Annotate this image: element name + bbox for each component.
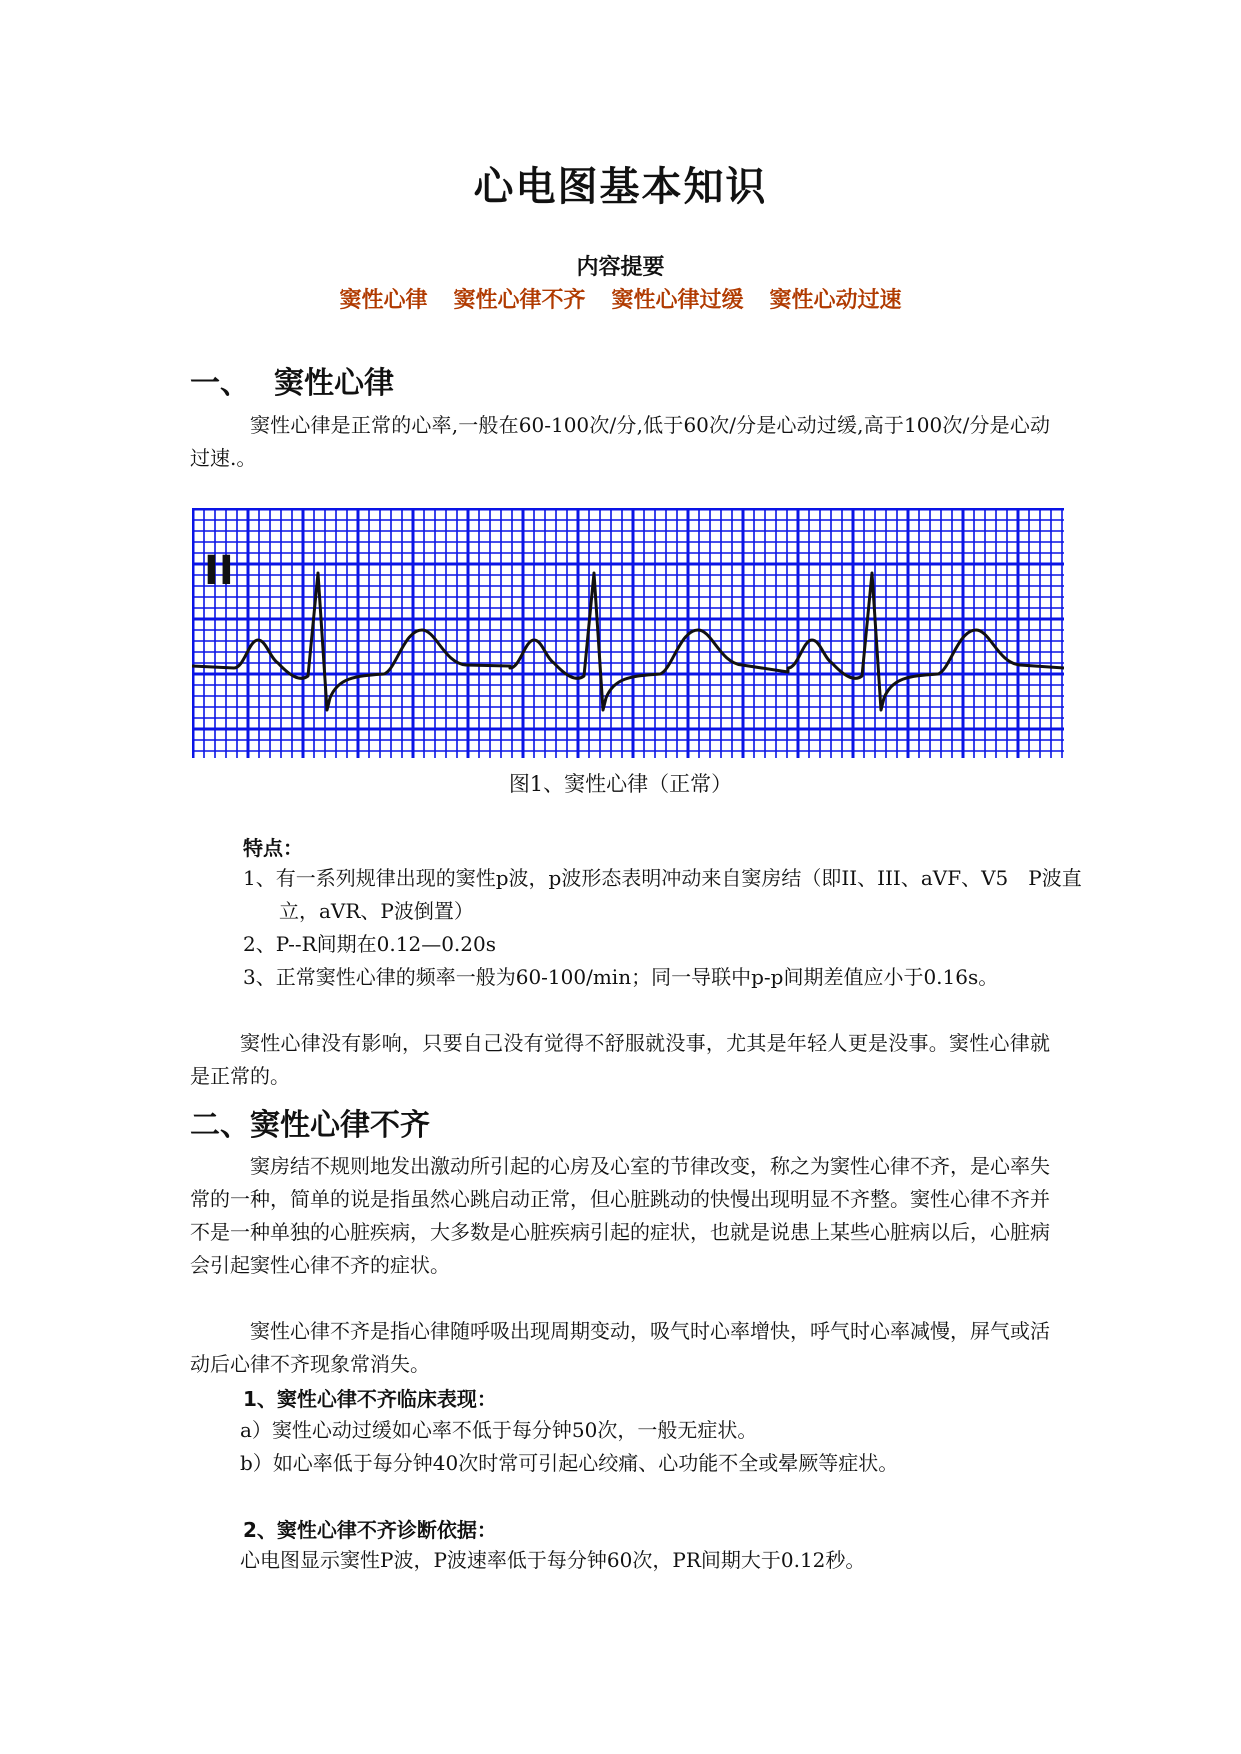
ecg-lead-label: II (204, 548, 234, 594)
section2-paragraph-1: 窦房结不规则地发出激动所引起的心房及心室的节律改变，称之为窦性心律不齐，是心率失常的一种，简单的说是指虽然心跳启动正常，但心脏跳动的快慢出现明显不齐整。窦性心律不齐并不是一种单独的心脏疾病，大多数是心脏疾病引起的症状，也就是说患上某些心脏病以后，心脏病会引起窦性心律不齐的症状。 (190, 1154, 1050, 1277)
ecg-strip (192, 508, 1064, 758)
clinical-item-marker: a） (240, 1418, 272, 1442)
section1-title: 窦性心律 (274, 366, 394, 401)
section2-title: 窦性心律不齐 (250, 1108, 430, 1143)
summary-topic: 窦性心律过缓 (611, 288, 744, 313)
section2-paragraph-2: 窦性心律不齐是指心律随呼吸出现周期变动，吸气时心率增快，呼气时心率减慢，屏气或活动后心律不齐现象常消失。 (190, 1319, 1050, 1376)
figure-caption: 图1、窦性心律（正常） (508, 772, 733, 796)
summary-topics (0, 283, 1241, 314)
clinical-item (240, 1414, 1096, 1447)
section2-number: 二、 (190, 1108, 250, 1143)
section1-number: 一、 (190, 366, 250, 401)
section1-note: 窦性心律没有影响，只要自己没有觉得不舒服就没事，尤其是年轻人更是没事。窦性心律就是正常的。 (190, 1031, 1050, 1088)
feature-item: 2、P--R间期在0.12—0.20s (243, 932, 496, 956)
feature-item: 3、正常窦性心律的频率一般为60-100/min；同一导联中p-p间期差值应小于0.16s。 (243, 965, 999, 989)
summary-topic: 窦性心律 (339, 288, 428, 313)
document-title: 心电图基本知识 (473, 164, 768, 210)
section1-intro: 窦性心律是正常的心率,一般在60-100次/分,低于60次/分是心动过缓,高于100次/分是心动过速.。 (190, 413, 1050, 470)
clinical-item-text: 窦性心动过缓如心率不低于每分钟50次，一般无症状。 (271, 1418, 758, 1442)
summary-topic: 窦性心律不齐 (453, 288, 586, 313)
diagnosis-label: 2、窦性心律不齐诊断依据： (243, 1518, 497, 1542)
clinical-item-marker: b） (240, 1451, 273, 1475)
diagnosis-text: 心电图显示窦性P波，P波速率低于每分钟60次，PR间期大于0.12秒。 (240, 1548, 866, 1572)
section1-heading (190, 358, 394, 402)
clinical-item-text: 如心率低于每分钟40次时常可引起心绞痛、心功能不全或晕厥等症状。 (272, 1451, 899, 1475)
clinical-label: 1、窦性心律不齐临床表现： (243, 1387, 497, 1411)
summary-topic: 窦性心动过速 (769, 288, 902, 313)
clinical-item (240, 1447, 1096, 1480)
feature-item: 1、有一系列规律出现的窦性p波，p波形态表明冲动来自窦房结（即II、III、aVF、V5 P波直立，aVR、P波倒置） (243, 866, 1082, 923)
ecg-figure (192, 508, 1064, 758)
summary-label: 内容提要 (576, 255, 665, 280)
section2-heading (190, 1100, 430, 1144)
features-label: 特点： (243, 836, 303, 860)
